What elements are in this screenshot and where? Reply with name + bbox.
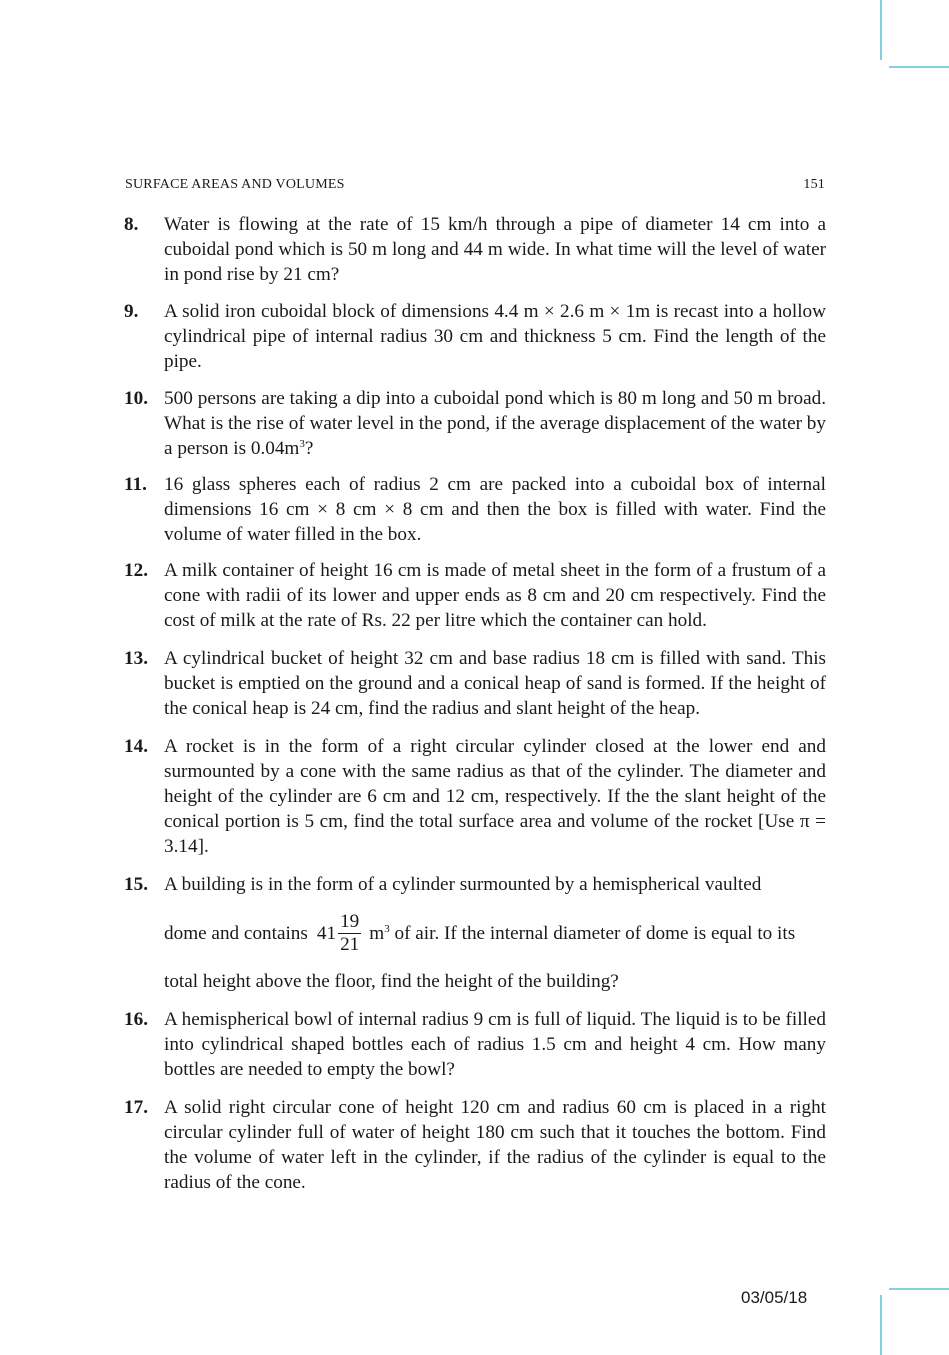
- question-number: 10.: [124, 388, 148, 409]
- chapter-title: SURFACE AREAS AND VOLUMES: [125, 177, 345, 192]
- question-number: 17.: [124, 1097, 148, 1118]
- fraction-whole: 41: [316, 922, 337, 944]
- question-15: [124, 872, 826, 994]
- question-14: [124, 734, 826, 859]
- question-text: A rocket is in the form of a right circular cylinder closed at the lower end and surmounted by a cone with the same radius as that of the cylinder. The diameter and height of the cylinder are 6 cm and 12 cm, respectively. If the the slant height of the conical portion is 5 cm, find the total surface area and volume of the rocket [Use π = 3.14].: [164, 736, 826, 857]
- question-number: 9.: [124, 301, 139, 322]
- exercise-list: [124, 212, 826, 1195]
- question-number: 12.: [124, 560, 148, 581]
- superscript: 3: [384, 922, 390, 935]
- question-text: A hemispherical bowl of internal radius 9 cm is full of liquid. The liquid is to be filled into cylindrical shaped bottles each of radius 1.5 cm and height 4 cm. How many bottles are needed to empty the bowl?: [164, 1009, 826, 1080]
- footer-date: 03/05/18: [741, 1288, 808, 1307]
- question-text: 500 persons are taking a dip into a cuboidal pond which is 80 m long and 50 m broad. What is the rise of water level in the pond, if the average displacement of the water by a person is $0.04m^3$?: [164, 388, 826, 459]
- question-text: A solid iron cuboidal block of dimensions 4.4 m × 2.6 m × 1m is recast into a hollow cylindrical pipe of internal radius 30 cm and thickness 5 cm. Find the length of the pipe.: [164, 301, 826, 372]
- question-text-line3: total height above the floor, find the height of the building?: [164, 971, 619, 992]
- question-16: [124, 1007, 826, 1082]
- question-number: 8.: [124, 214, 139, 235]
- question-text-line2: dome and contains 41 $\frac{19}{21}$ $m^3$ of air. If the internal diameter of dome is equal to its: [164, 910, 796, 955]
- question-17: [124, 1095, 826, 1195]
- question-text: A solid right circular cone of height 120 cm and radius 60 cm is placed in a right circular cylinder full of water of height 180 cm such that it touches the bottom. Find the volume of water left in the cylinder, if the radius of the cylinder is equal to the radius of the cone.: [164, 1097, 826, 1193]
- question-13: [124, 646, 826, 721]
- crop-mark-bottom-vertical: [880, 1295, 882, 1355]
- question-10: [124, 386, 826, 461]
- page-number: 151: [803, 177, 825, 192]
- crop-mark-top-vertical: [880, 0, 882, 60]
- question-12: [124, 558, 826, 633]
- fraction-denominator: 21: [340, 933, 360, 955]
- question-text: A milk container of height 16 cm is made of metal sheet in the form of a frustum of a cone with radii of its lower and upper ends as 8 cm and 20 cm respectively. Find the cost of milk at the rate of Rs. 22 per litre which the container can hold.: [164, 560, 826, 631]
- question-11: [124, 472, 826, 547]
- question-text: 16 glass spheres each of radius 2 cm are packed into a cuboidal box of internal dimensions 16 cm × 8 cm × 8 cm and then the box is filled with water. Find the volume of water filled in the box.: [164, 474, 826, 545]
- fraction-numerator: 19: [340, 910, 360, 932]
- question-9: [124, 299, 826, 374]
- question-number: 16.: [124, 1009, 148, 1030]
- crop-mark-top-horizontal: [889, 66, 949, 68]
- question-text: Water is flowing at the rate of 15 km/h through a pipe of diameter 14 cm into a cuboidal pond which is 50 m long and 44 m wide. In what time will the level of water in pond rise by 21 cm?: [164, 214, 826, 285]
- question-text: A cylindrical bucket of height 32 cm and base radius 18 cm is filled with sand. This bucket is emptied on the ground and a conical heap of sand is formed. If the height of the conical heap is 24 cm, find the radius and slant height of the heap.: [164, 648, 826, 719]
- question-8: [124, 212, 826, 287]
- crop-mark-bottom-horizontal: [889, 1288, 949, 1290]
- question-number: 11.: [124, 474, 147, 495]
- question-number: 14.: [124, 736, 148, 757]
- mixed-fraction: [317, 911, 361, 956]
- running-header: [125, 177, 825, 193]
- question-text-line1: A building is in the form of a cylinder surmounted by a hemispherical vaulted: [164, 874, 762, 895]
- question-number: 15.: [124, 874, 148, 895]
- question-number: 13.: [124, 648, 148, 669]
- superscript: 3: [299, 438, 305, 450]
